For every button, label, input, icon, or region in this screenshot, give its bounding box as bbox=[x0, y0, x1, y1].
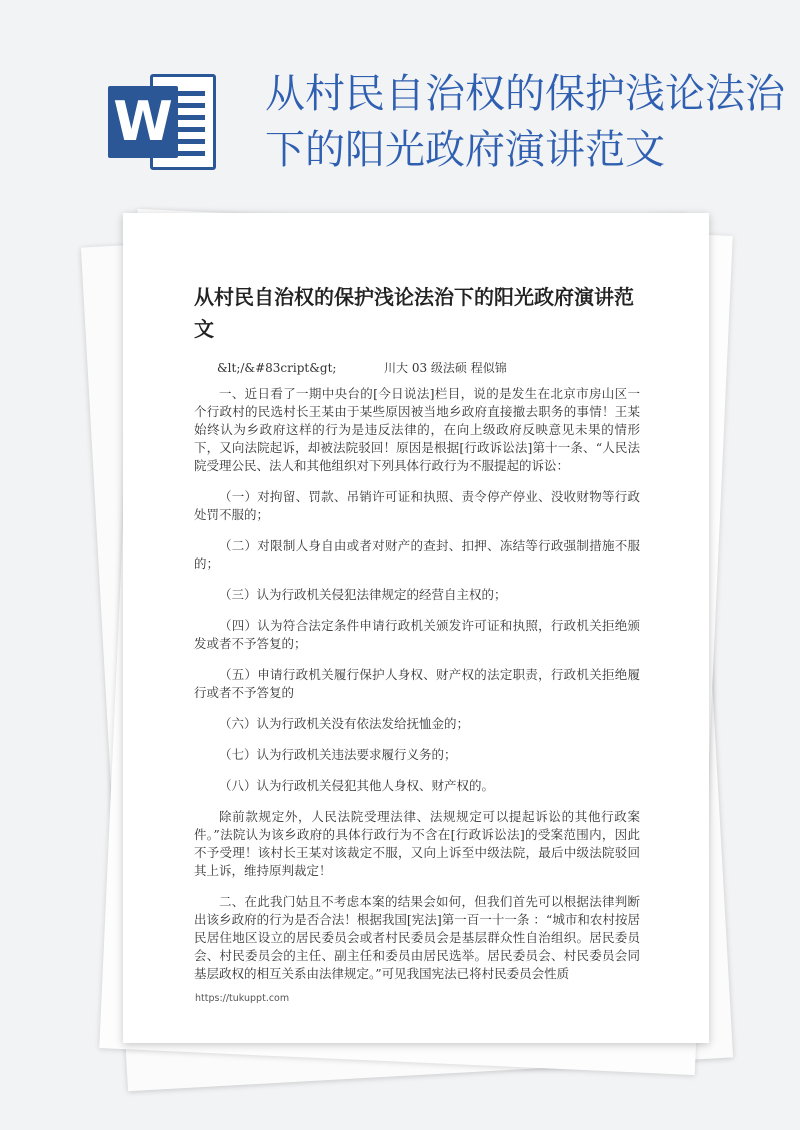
paragraph: （五）申请行政机关履行保护人身权、财产权的法定职责，行政机关拒绝履行或者不予答复的 bbox=[194, 667, 640, 700]
paragraph: （四）认为符合法定条件申请行政机关颁发许可证和执照，行政机关拒绝颁发或者不予答复的； bbox=[194, 618, 640, 651]
paragraph: （一）对拘留、罚款、吊销许可证和执照、责令停产停业、没收财物等行政处罚不服的； bbox=[194, 489, 640, 522]
document-page bbox=[123, 213, 709, 1043]
script-tag-text: &lt;/&#83cript&gt; bbox=[217, 361, 337, 375]
paragraph: 除前款规定外，人民法院受理法律、法规规定可以提起诉讼的其他行政案件。”法院认为该乡政府的具体行政行为不含在[行政诉讼法]的受案范围内，因此不予受理！该村长王某对该裁定不服，又向上诉至中级法院，最后中级法院驳回其上诉，维持原判裁定！ bbox=[194, 809, 640, 878]
banner bbox=[0, 0, 800, 200]
document-body bbox=[194, 385, 640, 996]
banner-title bbox=[265, 66, 785, 178]
banner-title-line1: 从村民自治权的保护浅论法治 bbox=[265, 71, 785, 117]
word-icon-letter: W bbox=[108, 86, 178, 158]
paragraph: 一、近日看了一期中央台的[今日说法]栏目，说的是发生在北京市房山区一个行政村的民选村长王某由于某些原因被当地乡政府直接撤去职务的事情！王某始终认为乡政府这样的行为是违反法律的，在向上级政府反映意见未果的情形下，又向法院起诉，却被法院驳回！原因是根据[行政诉讼法]第十一条、“人民法院受理公民、法人和其他组织对下列具体行政行为不服提起的诉讼： bbox=[194, 386, 640, 473]
footer-url[interactable]: https://tukuppt.com bbox=[195, 993, 290, 1004]
paragraph: （二）对限制人身自由或者对财产的查封、扣押、冻结等行政强制措施不服的； bbox=[194, 538, 640, 571]
banner-title-line2: 下的阳光政府演讲范文 bbox=[265, 127, 665, 173]
author-line: 川大 03 级法硕 程似锦 bbox=[384, 361, 507, 375]
paragraph: （七）认为行政机关违法要求履行义务的； bbox=[219, 747, 457, 762]
document-title: 从村民自治权的保护浅论法治下的阳光政府演讲范文 bbox=[194, 285, 634, 341]
paragraph: （六）认为行政机关没有依法发给抚恤金的； bbox=[219, 716, 470, 731]
paragraph: 二、在此我门姑且不考虑本案的结果会如何，但我们首先可以根据法律判断出该乡政府的行为是否合法！根据我国[宪法]第一百一十一条 ：“城市和农村按居民居住地区设立的居民委员会或者村民委员会是基层群众性自治组织。居民委员会、村民委员会的主任、副主任和委员由居民选举。居民委员会、村民委员会同基层政权的相互关系由法律规定。”可见我国宪法已将村民委员会性质 bbox=[194, 894, 640, 981]
paragraph: （三）认为行政机关侵犯法律规定的经营自主权的； bbox=[219, 587, 507, 602]
paragraph: （八）认为行政机关侵犯其他人身权、财产权的。 bbox=[219, 778, 495, 793]
word-document-icon bbox=[108, 70, 218, 174]
